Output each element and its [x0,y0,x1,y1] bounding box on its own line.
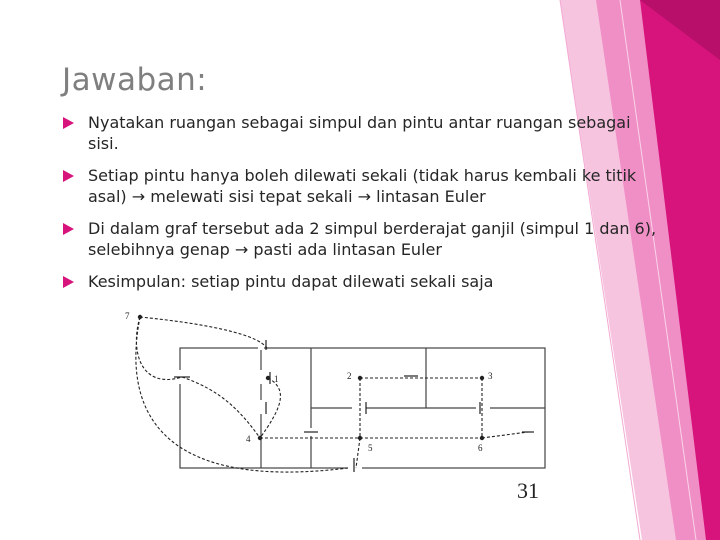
graph-node [138,315,142,319]
node-label: 1 [274,374,279,384]
graph-node [258,436,262,440]
door [258,400,264,414]
edge [136,317,348,472]
bullet-list [62,112,662,303]
triangle-bullet-icon [63,170,74,182]
page-number: 31 [517,478,539,503]
triangle-bullet-icon [63,117,74,129]
edge [136,317,182,380]
node-label: 7 [125,311,130,321]
bullet-text: Di dalam graf tersebut ada 2 simpul berderajat ganjil (simpul 1 dan 6), selebihnya genap → pasti ada lintasan Euler [88,219,657,259]
bullet-item [62,165,662,207]
edge [356,438,360,468]
door [258,370,264,384]
node-label: 4 [246,434,251,444]
graph-edges [136,317,528,472]
graph-node [266,376,270,380]
edge [140,317,268,350]
graph-node [358,376,362,380]
graph-node [358,436,362,440]
room-graph-diagram [110,300,570,505]
graph-node [480,376,484,380]
edge [182,377,260,438]
bullet-text: Nyatakan ruangan sebagai simpul dan pintu antar ruangan sebagai sisi. [88,113,631,153]
node-label: 6 [478,443,483,453]
node-label: 3 [488,371,493,381]
node-label: 2 [347,371,352,381]
door [348,464,362,472]
node-label: 5 [368,443,373,453]
door [476,404,490,412]
door [352,404,366,412]
graph-node [480,436,484,440]
triangle-bullet-icon [63,223,74,235]
bullet-item [62,112,662,154]
bullet-item [62,218,662,260]
slide-title: Jawaban: [62,62,208,98]
bullet-text: Setiap pintu hanya boleh dilewati sekali (tidak harus kembali ke titik asal) → melewati sisi tepat sekali → lintasan Euler [88,166,637,206]
bullet-text: Kesimpulan: setiap pintu dapat dilewati sekali saja [88,272,494,291]
triangle-bullet-icon [63,276,74,288]
bullet-item [62,271,662,292]
